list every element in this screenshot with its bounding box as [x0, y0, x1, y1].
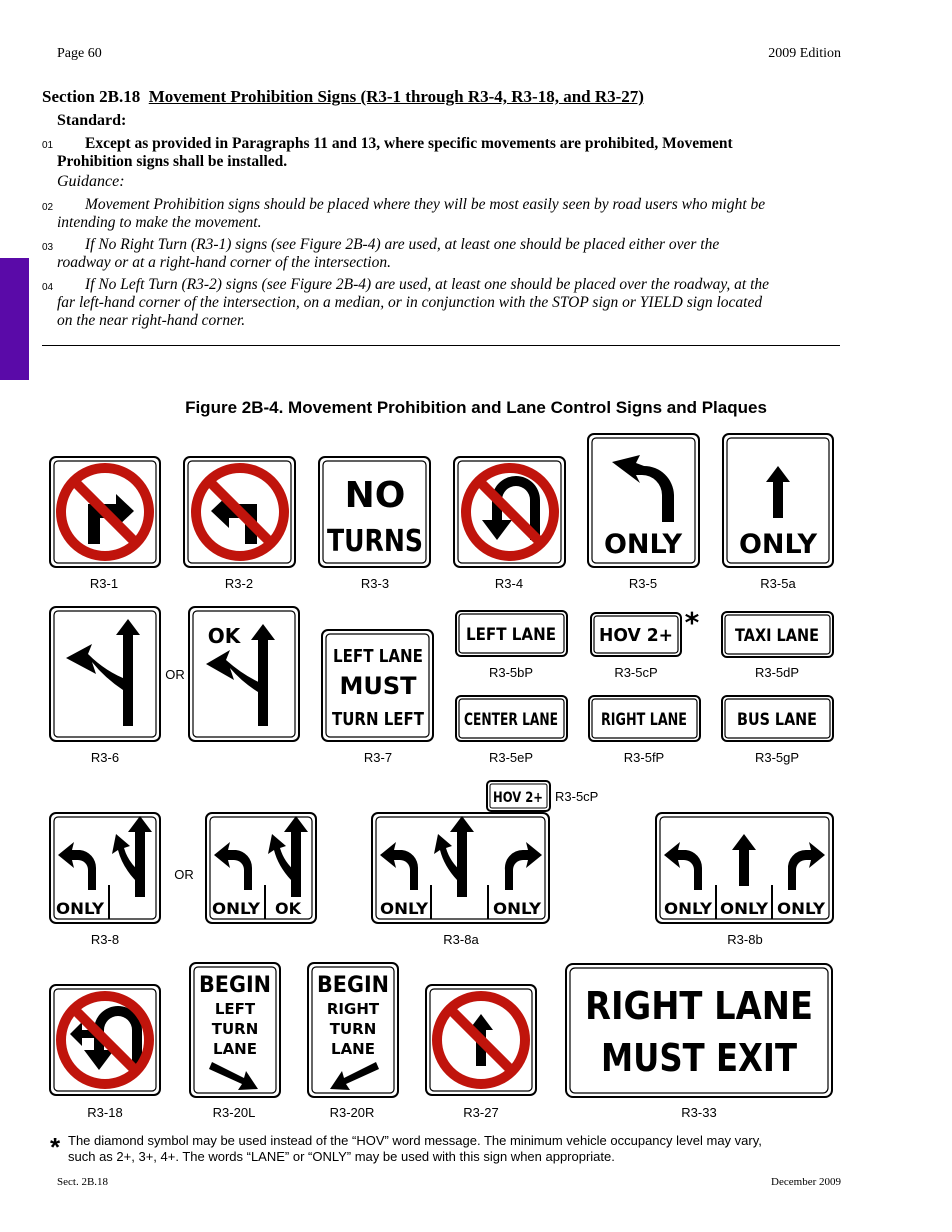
footer-date: December 2009 [771, 1176, 841, 1188]
sign-r3-5a [723, 434, 833, 567]
label-r3-8: R3-8 [90, 932, 120, 947]
sign-r3-3 [319, 457, 430, 567]
label-r3-8b: R3-8b [727, 932, 763, 947]
sign-text-left: LEFT [214, 1000, 256, 1018]
label-r3-5: R3-5 [628, 576, 658, 591]
label-r3-20l: R3-20L [212, 1105, 256, 1120]
label-r3-3: R3-3 [360, 576, 390, 591]
sign-text-only: ONLY [603, 529, 683, 560]
sign-text-only: ONLY [56, 899, 105, 918]
sign-r3-6-ok [189, 607, 299, 741]
footnote-line: such as 2+, 3+, 4+. The words “LANE” or “ONLY” may be used with this sign when appropriate. [68, 1149, 615, 1164]
or-label: OR [165, 667, 185, 682]
sign-text-ok: OK [275, 899, 301, 918]
page-number: Page 60 [57, 46, 102, 61]
label-r3-2: R3-2 [224, 576, 254, 591]
sign-text-only: ONLY [212, 899, 261, 918]
sign-r3-5dp [722, 612, 833, 657]
label-r3-8a: R3-8a [443, 932, 479, 947]
sign-text-left-lane: LEFT LANE [466, 625, 556, 645]
sign-text-lane: LANE [213, 1040, 257, 1058]
sign-r3-5bp [456, 611, 567, 656]
sign-text-right: RIGHT [326, 1000, 380, 1018]
label-r3-6: R3-6 [90, 750, 120, 765]
or-label: OR [174, 867, 194, 882]
label-r3-7: R3-7 [363, 750, 393, 765]
paragraph-line: Movement Prohibition signs should be placed where they will be most easily seen by road users who might be [85, 196, 766, 213]
sign-text-right-lane: RIGHT LANE [601, 710, 687, 730]
sign-r3-27 [426, 985, 536, 1095]
sign-text-only: ONLY [738, 529, 818, 560]
sign-r3-5ep [456, 696, 567, 741]
sign-r3-1 [50, 457, 160, 567]
paragraph-line: If No Left Turn (R3-2) signs (see Figure 2B-4) are used, at least one should be placed over the roadway, at the [85, 276, 770, 293]
label-r3-1: R3-1 [89, 576, 119, 591]
footer-section: Sect. 2B.18 [57, 1176, 109, 1188]
sign-text-left-lane: LEFT LANE [333, 646, 423, 667]
label-r3-5bp: R3-5bP [488, 665, 534, 680]
sign-r3-5 [588, 434, 699, 567]
sign-text-begin: BEGIN [199, 973, 271, 998]
sign-text-only: ONLY [777, 899, 826, 918]
paragraph-line: Prohibition signs shall be installed. [57, 153, 288, 170]
label-r3-5dp: R3-5dP [754, 665, 800, 680]
figure-title: Figure 2B-4. Movement Prohibition and Lane Control Signs and Plaques [185, 398, 767, 417]
paragraph-line: Except as provided in Paragraphs 11 and 13, where specific movements are prohibited, Movement [85, 135, 733, 152]
sign-r3-2 [184, 457, 295, 567]
footnote-line: The diamond symbol may be used instead of the “HOV” word message. The minimum vehicle occupancy level may vary, [68, 1133, 762, 1148]
sign-r3-6 [50, 607, 160, 741]
sign-r3-5cp [591, 613, 681, 656]
paragraph-line: If No Right Turn (R3-1) signs (see Figure 2B-4) are used, at least one should be placed either over the [85, 236, 720, 253]
footnote [68, 1133, 848, 1165]
sign-text-only: ONLY [720, 899, 769, 918]
section-number: Section 2B.18 [42, 87, 141, 106]
label-r3-18: R3-18 [87, 1105, 123, 1120]
sign-r3-20r [308, 963, 398, 1097]
sign-text-hov: HOV 2+ [493, 790, 543, 806]
sign-text-hov: HOV 2+ [599, 625, 673, 646]
footnote-star: * [50, 1132, 61, 1162]
sign-text-turn: TURN [329, 1020, 377, 1038]
standard-label: Standard: [57, 112, 127, 129]
sign-r3-8-ok [206, 813, 316, 923]
sign-r3-7 [322, 630, 433, 741]
sign-text-ok: OK [207, 624, 241, 648]
sign-r3-8a [372, 813, 549, 923]
sign-text-turn: TURN [211, 1020, 259, 1038]
sign-text-no: NO [344, 475, 406, 516]
sign-text-only: ONLY [493, 899, 542, 918]
paragraph-line: roadway or at a right-hand corner of the intersection. [57, 254, 391, 271]
label-r3-33: R3-33 [681, 1105, 717, 1120]
sign-r3-20l [190, 963, 280, 1097]
sign-text-lane: LANE [331, 1040, 375, 1058]
sign-text-taxi-lane: TAXI LANE [735, 626, 819, 646]
sign-text-turns: TURNS [327, 524, 423, 559]
label-r3-27: R3-27 [463, 1105, 499, 1120]
sign-text-only: ONLY [664, 899, 713, 918]
sign-r3-4 [454, 457, 565, 567]
label-r3-5cp: R3-5cP [614, 665, 658, 680]
sign-r3-5fp [589, 696, 700, 741]
paragraph-line: on the near right-hand corner. [57, 312, 246, 329]
sign-text-must: MUST [339, 672, 417, 700]
paragraph-line: far left-hand corner of the intersection, on a median, or in conjunction with the STOP sign or YIELD sign located [57, 294, 763, 311]
guidance-label: Guidance: [57, 173, 125, 190]
sign-text-begin: BEGIN [317, 973, 389, 998]
label-r3-5gp: R3-5gP [754, 750, 800, 765]
paragraph-number: 03 [42, 242, 54, 253]
label-r3-5ep: R3-5eP [488, 750, 534, 765]
paragraph-number: 01 [42, 140, 54, 151]
sign-r3-33 [566, 964, 832, 1097]
label-r3-5cp-2: R3-5cP [555, 789, 599, 804]
paragraph-number: 04 [42, 282, 54, 293]
section-title: Movement Prohibition Signs (R3-1 through R3-4, R3-18, and R3-27) [148, 87, 644, 106]
sign-text-right-lane: RIGHT LANE [585, 984, 813, 1028]
sign-text-center-lane: CENTER LANE [464, 710, 558, 730]
paragraph-number: 02 [42, 202, 54, 213]
sign-text-must-exit: MUST EXIT [601, 1036, 798, 1080]
sign-text-turn-left: TURN LEFT [332, 709, 425, 730]
sign-r3-5cp-small [487, 781, 550, 811]
sign-text-only: ONLY [380, 899, 429, 918]
asterisk-mark: * [684, 606, 700, 639]
sign-r3-8b [656, 813, 833, 923]
sign-r3-8 [50, 813, 160, 923]
label-r3-20r: R3-20R [329, 1105, 375, 1120]
label-r3-5a: R3-5a [760, 576, 796, 591]
label-r3-4: R3-4 [494, 576, 524, 591]
sign-r3-18 [50, 985, 160, 1095]
label-r3-5fp: R3-5fP [623, 750, 665, 765]
sign-text-bus-lane: BUS LANE [737, 710, 817, 730]
sign-r3-5gp [722, 696, 833, 741]
edition: 2009 Edition [768, 46, 841, 61]
paragraph-line: intending to make the movement. [57, 214, 262, 231]
